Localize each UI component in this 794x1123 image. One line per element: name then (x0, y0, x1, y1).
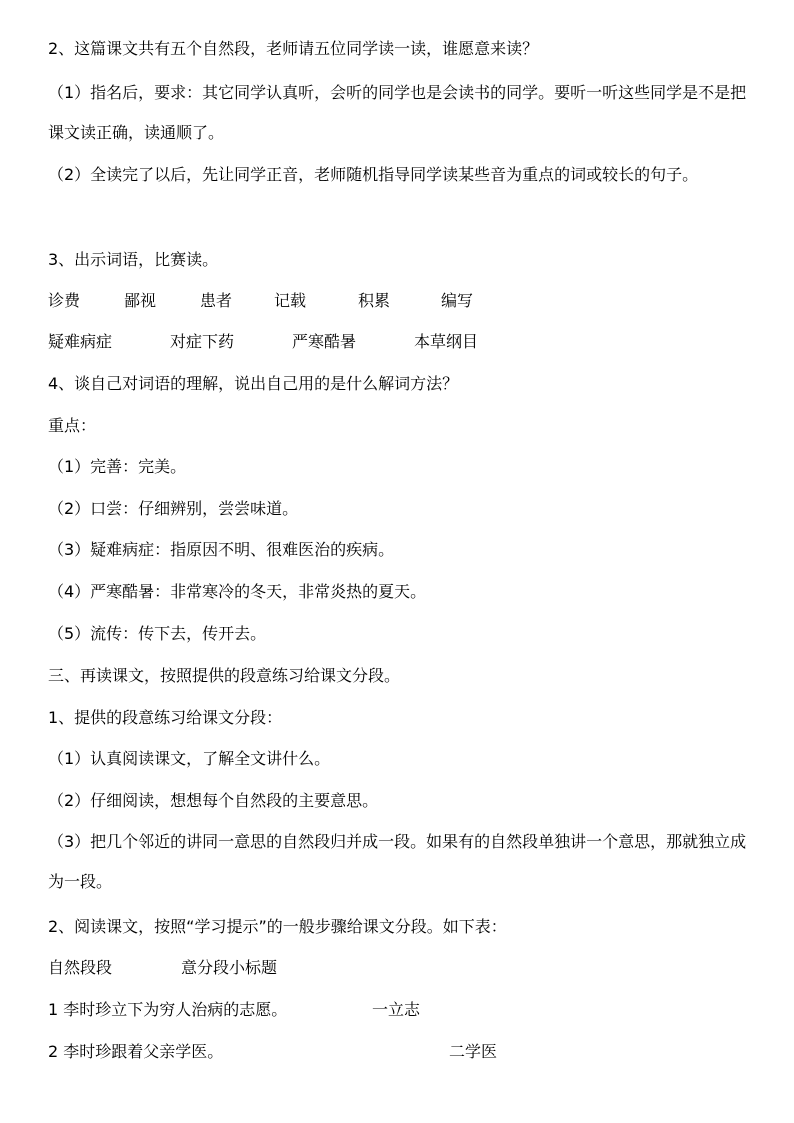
vocab-word: 患者 (200, 291, 233, 310)
vocab-word: 鄙视 (124, 291, 157, 310)
key-points-label: 重点： (48, 416, 97, 435)
step-3-heading: 3、出示词语，比赛读。 (48, 250, 219, 269)
vocab-phrase: 本草纲目 (414, 332, 479, 351)
key-point-item: （3）疑难病症：指原因不明、很难医治的疾病。 (48, 540, 395, 559)
step-2-item-1: （1）指名后，要求：其它同学认真听，会听的同学也是会读书的同学。要听一听这些同学是不是把课文读正确，读通顺了。 (48, 83, 747, 142)
step-2-heading: 2、这篇课文共有五个自然段，老师请五位同学读一读，谁愿意来读？ (48, 39, 539, 58)
section-3-step-2: 2、阅读课文，按照“学习提示”的一般步骤给课文分段。如下表： (48, 917, 507, 936)
table-header-left: 自然段段 (48, 958, 113, 977)
vocab-phrase: 疑难病症 (48, 332, 113, 351)
table-row-title: 一立志 (372, 1000, 421, 1019)
vocab-phrase: 严寒酷暑 (292, 332, 357, 351)
table-header-right: 意分段小标题 (181, 958, 278, 977)
section-3-item-3: （3）把几个邻近的讲同一意思的自然段归并成一段。如果有的自然段单独讲一个意思，那就独立成为一段。 (48, 832, 747, 891)
table-row-text: 1 李时珍立下为穷人治病的志愿。 (48, 1000, 288, 1019)
table-row-text: 2 李时珍跟着父亲学医。 (48, 1042, 224, 1061)
vocab-word: 编写 (441, 291, 474, 310)
section-3-item-1: （1）认真阅读课文，了解全文讲什么。 (48, 749, 331, 768)
step-2-item-2: （2）全读完了以后，先让同学正音，老师随机指导同学读某些音为重点的词或较长的句子。 (48, 165, 699, 184)
key-point-item: （5）流传：传下去，传开去。 (48, 624, 267, 643)
section-3-heading: 三、再读课文，按照提供的段意练习给课文分段。 (48, 666, 401, 685)
key-point-item: （4）严寒酷暑：非常寒冷的冬天，非常炎热的夏天。 (48, 582, 427, 601)
section-3-step-1: 1、提供的段意练习给课文分段： (48, 708, 283, 727)
section-3-item-2: （2）仔细阅读，想想每个自然段的主要意思。 (48, 791, 379, 810)
vocab-phrase: 对症下药 (170, 332, 235, 351)
step-4-heading: 4、谈自己对词语的理解，说出自己用的是什么解词方法？ (48, 374, 459, 393)
vocab-word: 积累 (358, 291, 391, 310)
key-point-item: （1）完善：完美。 (48, 457, 187, 476)
vocab-word: 记载 (274, 291, 307, 310)
key-point-item: （2）口尝：仔细辨别，尝尝味道。 (48, 499, 299, 518)
table-row-title: 二学医 (449, 1042, 498, 1061)
vocab-word: 诊费 (48, 291, 81, 310)
